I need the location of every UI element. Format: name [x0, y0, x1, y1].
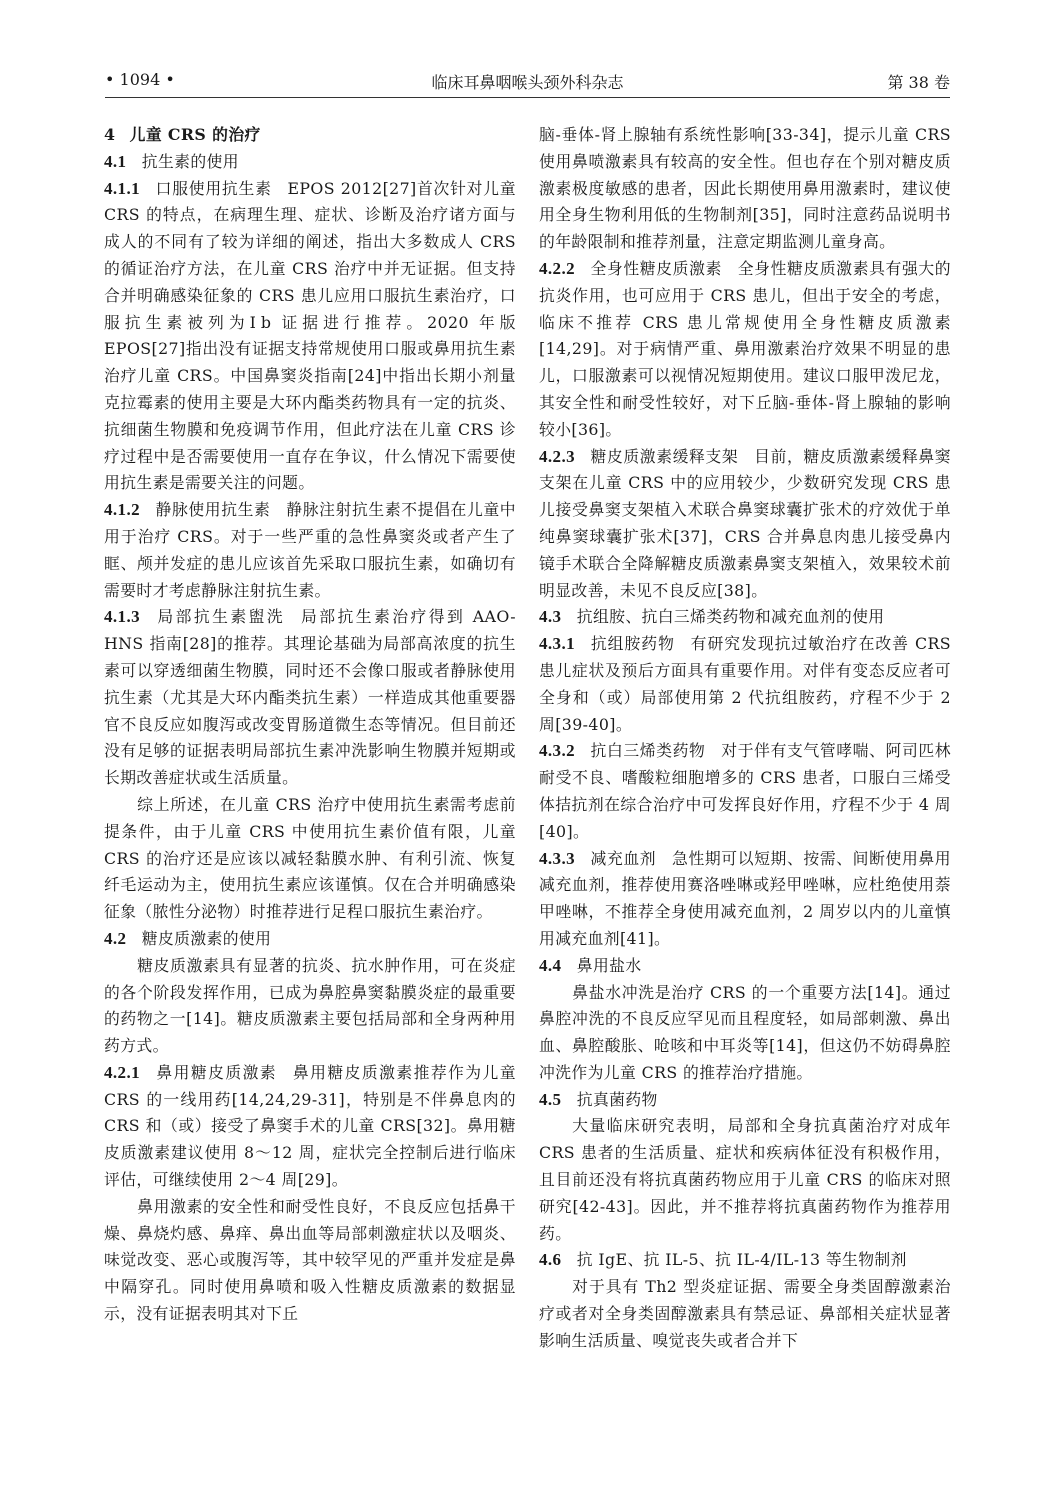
section-number: 4.3.1 — [539, 634, 575, 654]
section-title: 抗生素的使用 — [141, 151, 239, 171]
paragraph — [539, 1113, 951, 1247]
left-column — [104, 122, 516, 1328]
body-text: 全身性糖皮质激素具有强大的抗炎作用，也可应用于 CRS 患儿，但出于安全的考虑，临床不推荐 CRS 患儿常规使用全身性糖皮质激素[14,29]。对于病情严重、鼻用激素治疗效果不明显的患儿，口服激素可以视情况短期使用。建议口服甲泼尼龙，其安全性和耐受性较好，对下丘脑-垂体-肾上腺轴的影响较小[36]。 — [539, 258, 952, 439]
subsection — [104, 176, 516, 498]
section-title: 静脉使用抗生素 — [155, 500, 271, 520]
section-heading — [539, 604, 951, 631]
section-heading — [104, 926, 516, 953]
body-text: 鼻用激素的安全性和耐受性良好，不良反应包括鼻干燥、鼻烧灼感、鼻痒、鼻出血等局部刺激症状以及咽炎、味觉改变、恶心或腹泻等，其中较罕见的严重并发症是鼻中隔穿孔。同时使用鼻喷和吸入性糖皮质激素的数据显示，没有证据表明其对下丘 — [104, 1196, 516, 1324]
section-title: 抗组胺、抗白三烯类药物和减充血剂的使用 — [576, 607, 885, 627]
section-title: 儿童 CRS 的治疗 — [129, 125, 261, 144]
subsection — [539, 631, 951, 738]
section-number: 4.3.2 — [539, 741, 575, 761]
section-number: 4.3.3 — [539, 848, 575, 868]
paragraph — [539, 122, 951, 256]
body-text: 对于具有 Th2 型炎症证据、需要全身类固醇激素治疗或者对全身类固醇激素具有禁忌证、鼻部相关症状显著影响生活质量、嗅觉丧失或者合并下 — [539, 1277, 951, 1350]
section-number: 4.2 — [104, 928, 127, 948]
volume-number: 第 38 卷 — [887, 73, 950, 92]
section-number: 4.2.3 — [539, 446, 575, 466]
section-heading — [539, 1087, 951, 1114]
section-number: 4.6 — [539, 1250, 562, 1270]
section-number: 4.1.2 — [104, 500, 140, 520]
body-text: 脑-垂体-肾上腺轴有系统性影响[33-34]，提示儿童 CRS 使用鼻喷激素具有较高的安全性。但也存在个别对糖皮质激素极度敏感的患者，因此长期使用鼻用激素时，建议使用全身生物利用低的生物制剂[35]，同时注意药品说明书的年龄限制和推荐剂量，注意定期监测儿童身高。 — [539, 125, 951, 252]
section-title: 抗真菌药物 — [576, 1089, 658, 1109]
page-number: • 1094 • — [105, 70, 175, 89]
section-title: 抗 IgE、抗 IL-5、抗 IL-4/IL-13 等生物制剂 — [576, 1250, 907, 1270]
section-title: 鼻用盐水 — [576, 955, 642, 975]
section-number: 4.3 — [539, 607, 562, 627]
journal-title: 临床耳鼻咽喉头颈外科杂志 — [431, 73, 624, 92]
body-text: 鼻用糖皮质激素推荐作为儿童 CRS 的一线用药[14,24,29-31]，特别是不伴鼻息肉的 CRS 和（或）接受了鼻窦手术的儿童 CRS[32]。鼻用糖皮质激素建议使用 8～12 周，症状完全控制后进行临床评估，可继续使用 2～4 周[29]。 — [104, 1062, 516, 1190]
section-heading — [539, 1247, 951, 1274]
running-header — [105, 70, 950, 96]
section-number: 4 — [104, 125, 116, 144]
section-number: 4.1 — [104, 151, 127, 171]
header-rule — [105, 97, 950, 98]
paragraph — [539, 980, 951, 1087]
paragraph — [539, 1274, 951, 1354]
subsection — [539, 738, 951, 845]
section-number: 4.2.2 — [539, 258, 575, 278]
subsection — [104, 604, 516, 792]
section-number: 4.4 — [539, 955, 562, 975]
section-number: 4.5 — [539, 1089, 562, 1109]
body-text: 急性期可以短期、按需、间断使用鼻用减充血剂，推荐使用赛洛唑啉或羟甲唑啉，应杜绝使用萘甲唑啉，不推荐全身使用减充血剂，2 周岁以内的儿童慎用减充血剂[41]。 — [539, 848, 951, 948]
body-text: 有研究发现抗过敏治疗在改善 CRS 患儿症状及预后方面具有重要作用。对伴有变态反应者可全身和（或）局部使用第 2 代抗组胺药，疗程不少于 2 周[39-40]。 — [539, 634, 951, 734]
section-title: 抗白三烯类药物 — [590, 741, 706, 761]
body-text: 局部抗生素治疗得到 AAO-HNS 指南[28]的推荐。其理论基础为局部高浓度的抗生素可以穿透细菌生物膜，同时还不会像口服或者静脉使用抗生素（尤其是大环内酯类抗生素）一样造成其他重要器官不良反应如腹泻或改变胃肠道微生态等情况。但目前还没有足够的证据表明局部抗生素冲洗影响生物膜并短期或长期改善症状或生活质量。 — [104, 607, 516, 788]
body-text: 静脉注射抗生素不提倡在儿童中用于治疗 CRS。对于一些严重的急性鼻窦炎或者产生了眶、颅并发症的患儿应该首先采取口服抗生素，如确切有需要时才考虑静脉注射抗生素。 — [104, 500, 516, 600]
section-title: 糖皮质激素的使用 — [141, 928, 272, 948]
section-title: 鼻用糖皮质激素 — [155, 1062, 278, 1082]
section-title: 全身性糖皮质激素 — [590, 258, 722, 278]
right-column — [539, 122, 951, 1355]
subsection — [104, 497, 516, 604]
body-text: 糖皮质激素具有显著的抗炎、抗水肿作用，可在炎症的各个阶段发挥作用，已成为鼻腔鼻窦黏膜炎症的最重要的药物之一[14]。糖皮质激素主要包括局部和全身两种用药方式。 — [104, 955, 516, 1056]
body-text: 目前，糖皮质激素缓释鼻窦支架在儿童 CRS 中的应用较少，少数研究发现 CRS 患儿接受鼻窦支架植入术联合鼻窦球囊扩张术的疗效优于单纯鼻窦球囊扩张术[37]，CRS 合并鼻息肉患儿接受鼻内镜手术联合全降解糖皮质激素鼻窦支架植入，效果较术前明显改善，未见不良反应[38]。 — [539, 446, 951, 600]
body-text: EPOS 2012[27]首次针对儿童 CRS 的特点，在病理生理、症状、诊断及治疗诸方面与成人的不同有了较为详细的阐述，指出大多数成人 CRS 的循证治疗方法，在儿童 CRS 治疗中并无证据。但支持合并明确感染征象的 CRS 患儿应用口服抗生素治疗，口服抗生素被列为Ⅰb 证据进行推荐。2020 年版 EPOS[27]指出没有证据支持常规使用口服或鼻用抗生素治疗儿童 CRS。中国鼻窦炎指南[24]中指出长期小剂量克拉霉素的使用主要是大环内酯类药物具有一定的抗炎、抗细菌生物膜和免疫调节作用，但此疗法在儿童 CRS 诊疗过程中是否需要使用一直存在争议，什么情况下需要使用抗生素是需要关注的问题。 — [104, 178, 516, 493]
body-text: 对于伴有支气管哮喘、阿司匹林耐受不良、嗜酸粒细胞增多的 CRS 患者，口服白三烯受体拮抗剂在综合治疗中可发挥良好作用，疗程不少于 4 周[40]。 — [539, 741, 951, 841]
body-text: 大量临床研究表明，局部和全身抗真菌治疗对成年 CRS 患者的生活质量、症状和疾病体征没有积极作用，且目前还没有将抗真菌药物应用于儿童 CRS 的临床对照研究[42-43]。因此，并不推荐将抗真菌药物作为推荐用药。 — [539, 1116, 951, 1243]
subsection — [539, 444, 951, 605]
section-number: 4.2.1 — [104, 1062, 140, 1082]
paragraph — [104, 792, 516, 926]
section-number: 4.1.3 — [104, 607, 140, 627]
subsection — [104, 1060, 516, 1194]
body-text: 鼻盐水冲洗是治疗 CRS 的一个重要方法[14]。通过鼻腔冲洗的不良反应罕见而且程度轻，如局部刺激、鼻出血、鼻腔酸胀、呛咳和中耳炎等[14]，但这仍不妨碍鼻腔冲洗作为儿童 CRS 的推荐治疗措施。 — [539, 982, 951, 1082]
section-heading — [104, 122, 516, 149]
section-title: 口服使用抗生素 — [155, 178, 272, 198]
section-heading — [104, 149, 516, 176]
section-title: 减充血剂 — [590, 848, 657, 868]
subsection — [539, 256, 951, 444]
body-text: 综上所述，在儿童 CRS 治疗中使用抗生素需考虑前提条件，由于儿童 CRS 中使用抗生素价值有限，儿童 CRS 的治疗还是应该以减轻黏膜水肿、有利引流、恢复纤毛运动为主，使用抗生素应该谨慎。仅在合并明确感染征象（脓性分泌物）时推荐进行足程口服抗生素治疗。 — [104, 794, 516, 922]
section-title: 局部抗生素盥洗 — [155, 607, 286, 627]
section-number: 4.1.1 — [104, 178, 140, 198]
subsection — [539, 846, 951, 953]
paragraph — [104, 1194, 516, 1328]
paragraph — [104, 953, 516, 1060]
section-title: 抗组胺药物 — [590, 634, 675, 654]
section-heading — [539, 953, 951, 980]
section-title: 糖皮质激素缓释支架 — [590, 446, 739, 466]
